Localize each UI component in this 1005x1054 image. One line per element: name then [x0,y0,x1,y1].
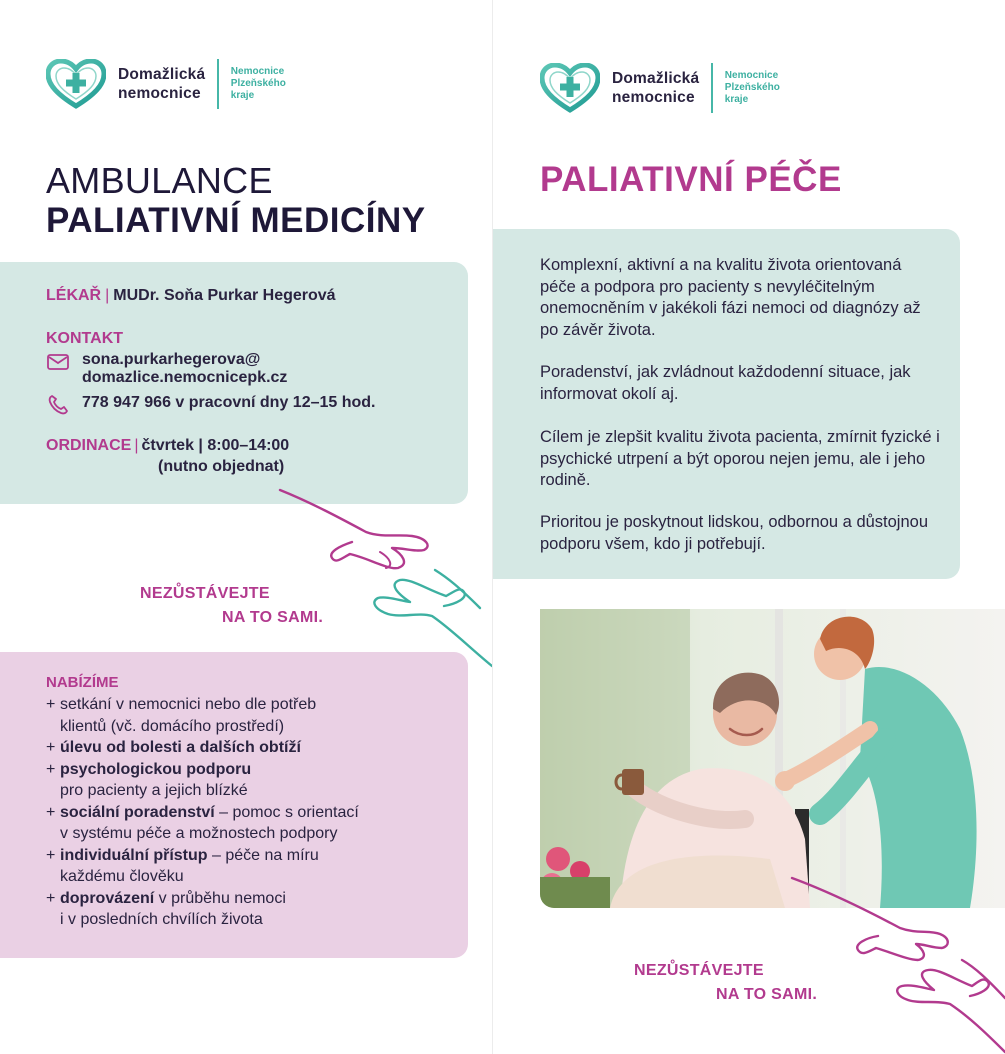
title-ambulance: AMBULANCE [46,160,273,201]
office-hours-separator: | [134,437,139,454]
service-continuation: v systému péče a možnostech podpory [60,825,338,842]
description-paragraph-4: Prioritou je poskytnout lidskou, odbornou a důstojnou podporu všem, kdo ji potřebují. [540,513,928,553]
doctor-separator: | [105,287,110,304]
service-title: psychologickou podporu [60,760,252,778]
appointment-note: (nutno objednat) [158,458,285,475]
slogan-line2-right: NA TO SAMI. [716,986,818,1003]
plus-bullet: + [46,803,56,821]
heart-cross-logo-icon [540,63,600,113]
office-hours-value: čtvrtek | 8:00–14:00 [141,437,290,454]
title-paliativni-mediciny: PALIATIVNÍ MEDICÍNY [46,201,426,240]
slogan-line2-left: NA TO SAMI. [222,609,324,626]
phone-icon [46,394,72,416]
services-list-item [46,802,456,845]
logo-subtitle [231,66,286,102]
logo-name [118,65,205,103]
logo-name [612,69,699,107]
office-hours-line [46,437,289,455]
heart-cross-logo-icon [46,59,106,109]
caregiver-patient-photo [540,609,1005,908]
logo-sub-line3: kraje [724,94,749,105]
hands-line-art [790,872,1005,1054]
phone-row[interactable] [46,394,376,416]
services-list-item [46,737,456,759]
plus-bullet: + [46,760,56,778]
mail-icon [46,351,72,373]
service-text: – péče na míru [207,846,319,864]
logo-name-line2: nemocnice [118,85,201,102]
description-paragraph-1: Komplexní, aktivní a na kvalitu života orientovaná péče a podpora pro pacienty s nevyléčitelným onemocněním v jakékoli fázi nemoci od diagnózy až po závěr života. [540,256,921,339]
hospital-logo [46,59,286,109]
service-title: doprovázení [60,889,155,907]
description-paragraph-3: Cílem je zlepšit kvalitu života pacienta, zmírnit fyzické i psychické utrpení a být oporou nejen jemu, ale i jeho rodině. [540,428,940,489]
logo-sub-line1: Nemocnice [724,70,779,81]
service-continuation: každému člověku [60,868,184,885]
plus-bullet: + [46,739,56,756]
office-hours-label: ORDINACE [46,437,132,454]
email-line2[interactable]: domazlice.nemocnicepk.cz [82,369,288,386]
service-title: úlevu od bolesti a dalších obtíží [60,739,301,756]
logo-subtitle [725,70,780,106]
slogan-line1-left: NEZŮSTÁVEJTE [140,585,270,602]
email-line1[interactable]: sona.purkarhegerova@ [82,351,261,368]
plus-bullet: + [46,846,56,864]
doctor-label: LÉKAŘ [46,287,102,304]
logo-name-line2: nemocnice [612,89,695,106]
services-list-item [46,845,456,888]
description-paragraph-2: Poradenství, jak zvládnout každodenní situace, jak informovat okolí aj. [540,363,911,403]
service-text: setkání v nemocnici nebo dle potřeb [60,696,317,713]
services-list [46,694,456,931]
logo-divider [711,63,713,113]
email-row[interactable] [46,351,287,387]
plus-bullet: + [46,889,56,907]
services-list-item [46,759,456,802]
services-list-item [46,888,456,931]
phone-number[interactable]: 778 947 966 v pracovní dny 12–15 hod. [82,394,376,411]
hospital-logo-right [540,63,780,113]
doctor-line [46,287,336,305]
service-title: sociální poradenství [60,803,215,821]
logo-sub-line3: kraje [230,90,255,101]
slogan-line1-right: NEZŮSTÁVEJTE [634,962,764,979]
service-continuation: klientů (vč. domácího prostředí) [60,717,285,735]
service-text: – pomoc s orientací [214,803,359,821]
logo-divider [217,59,219,109]
service-continuation: pro pacienty a jejich blízké [60,782,248,799]
doctor-name: MUDr. Soňa Purkar Hegerová [113,287,336,304]
title-paliativni-pece: PALIATIVNÍ PÉČE [540,160,842,199]
contact-label: KONTAKT [46,330,124,347]
logo-sub-line2: Plzeňského [230,78,286,89]
logo-name-line1: Domažlická [118,66,206,83]
hands-line-art [270,488,492,668]
plus-bullet: + [46,696,56,713]
services-label: NABÍZÍME [46,674,119,691]
logo-sub-line2: Plzeňského [724,82,780,93]
service-continuation: i v posledních chvílích života [60,911,263,928]
services-list-item [46,694,456,737]
logo-name-line1: Domažlická [612,70,700,87]
service-title: individuální přístup [60,846,208,864]
service-text: v průběhu nemoci [154,889,286,907]
logo-sub-line1: Nemocnice [230,66,285,77]
